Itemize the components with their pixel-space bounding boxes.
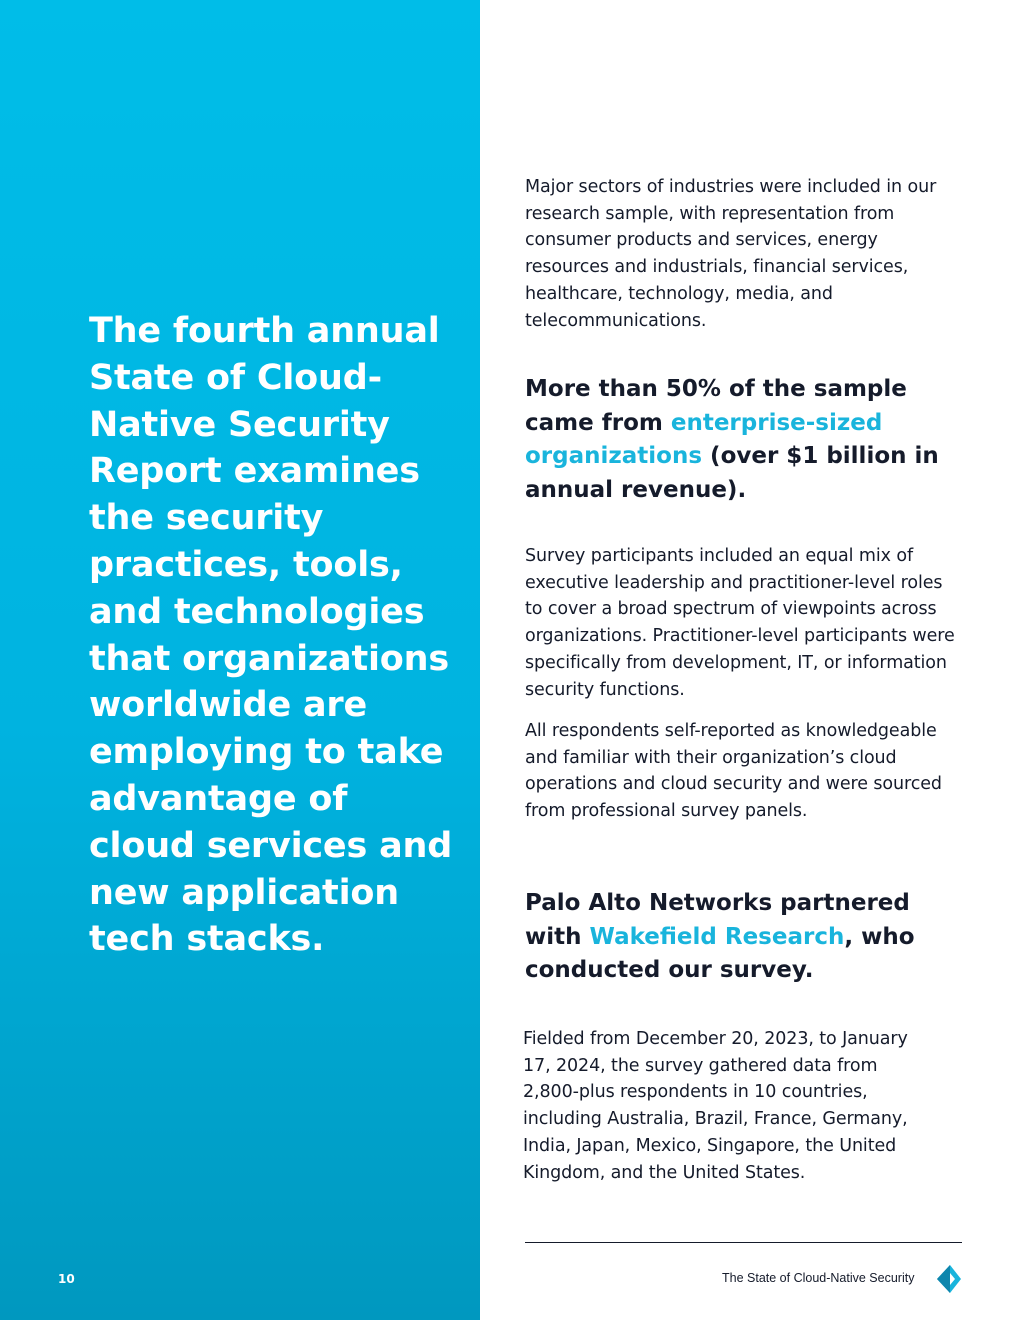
respondents-paragraph: All respondents self-reported as knowledgeable and familiar with their organization’s cloud operations and cloud security and were sourced from professional survey panels. [525,721,942,822]
participants-paragraph: Survey participants included an equal mix of executive leadership and practitioner-level roles to cover a broad spectrum of viewpoints across organizations. Practitioner-level participants were specifically from development, IT, or information security functions. [525,546,955,700]
fielding-dates-paragraph: Fielded from December 20, 2023, to January 17, 2024, the survey gathered data from 2,800-plus respondents in 10 countries, including Australia, Brazil, France, Germany, India, Japan, Mexico, Singapore, the United Kingdom, and the United States. [523,1029,908,1183]
page-number: 10 [58,1272,75,1286]
callout-text: , who conducted our survey. [525,923,915,983]
footer-report-title: The State of Cloud-Native Security [722,1271,915,1285]
enterprise-highlight: enterprise-sized organizations [525,409,883,469]
callout-text: Palo Alto Networks partnered with [525,890,910,950]
callout-text: (over $1 billion in annual revenue). [525,443,939,503]
footer-divider [525,1242,962,1243]
prisma-logo-icon [936,1264,962,1294]
enterprise-callout [525,373,965,507]
wakefield-highlight: Wakefield Research [589,923,845,950]
left-panel [0,0,480,1320]
page-heading: The fourth annual State of Cloud-Native Security Report examines the security practices, tools, and technologies that organizations worldwide are employing to take advantage of cloud services and new application tech stacks. [89,311,453,960]
partner-callout [525,887,965,988]
callout-text: More than 50% of the sample came from [525,376,907,436]
industry-sectors-paragraph: Major sectors of industries were included in our research sample, with representation from consumer products and services, energy resources and industrials, financial services, healthcare, technology, media, and telecommunications. [525,177,937,331]
